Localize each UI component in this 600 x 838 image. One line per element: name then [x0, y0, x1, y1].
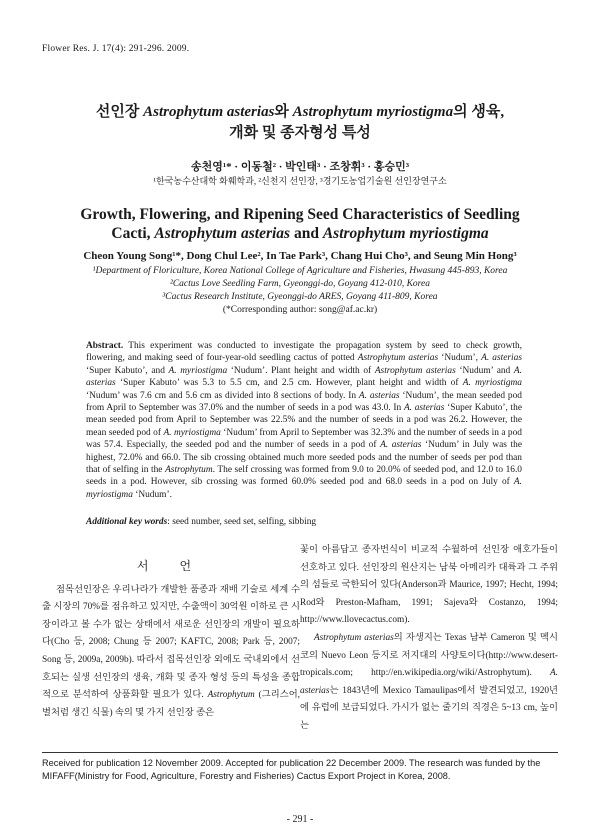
section-heading: 서 언: [136, 559, 206, 573]
body-right-column: [300, 542, 558, 736]
corresponding-author: (*Corresponding author: song@af.ac.kr): [222, 305, 378, 315]
keywords: Additional key words: seed number, seed set, selfing, sibbing: [86, 517, 317, 527]
paragraph: 꽃이 아름답고 종자번식이 비교적 수월하여 선인장 애호가들이 선호하고 있다. 선인장의 원산지는 남북 아메리카 대륙과 그 주위의 섬들로 국한되어 있다(Anderson과 Maurice, 1997; Hecht, 1994; Rod와 Preston-Mafham, 1991; Sajeva와 Costanzo, 1994; http://www.llovecactus.com).: [300, 545, 558, 626]
body-left-column: [42, 558, 300, 722]
korean-affiliations: ¹한국농수산대학 화훼학과, ²신천지 선인장, ³경기도농업기술원 선인장연구소: [153, 176, 447, 186]
korean-authors: 송천영¹* · 이동철² · 박인태³ · 조창휘³ · 홍승민³: [190, 161, 410, 173]
abstract: Abstract. This experiment was conducted to investigate the propagation system by seed to check growth, flowering, and making seed of four-year-old seedling cactus of potted Astrophytum asterias ‘Nudum’, A. asterias ‘Super Kabuto’, and A. myriostigma ‘Nudum’. Plant height and width of Astrophytum asterias ‘Nudum’ and A. asterias ‘Super Kabuto’ was 5.3 to 5.5 cm, and 2.5 cm. However, plant height and width of A. myriostigma ‘Nudum’ was 7.6 cm and 5.6 cm as divided into 8 sections of body. In A. asterias ‘Nudum’, the mean seeded pod from April to September was 37.0% and the number of seeds in a pod was 43.0. In A. asterias ‘Super Kabuto’, the mean seeded pod from April to September was 22.5% and the number of seeds in a pod was 26.2. However, the mean seeded pod of A. myriostigma ‘Nudum’ from April to September was 32.3% and the number of seeds in a pod was 57.4. Especially, the seeded pod and the number of seeds in a pod of A. asterias ‘Nudum’ in July was the highest, 72.0% and 66.0. The sib crossing obtained much more seeded pods and the number of seeds per pod than that of selfing in the Astrophytum. The self crossing was formed from 9.0 to 20.0% of seeded pod, and 12.0 to 16.0 seeds in a pod. However, sib crossing was formed 60.0% seeded pod and 68.0 seeds in a pod on July of A. myriostigma ‘Nudum’.: [86, 341, 523, 500]
keywords-label: Additional key words: [86, 517, 168, 527]
paragraph: 점목선인장은 우리나라가 개발한 품종과 재배 기술로 세계 수출 시장의 70%를 점유하고 있지만, 수출액이 30억원 이하로 큰 시장이라고 볼 수가 없는 상태에서 새로운 선인장의 개발이 필요하다(Cho 등, 2008; Chung 등 2007; KAFTC, 2008; Park 등, 2007; Song 등, 2009a, 2009b). 따라서 접목선인장 외에도 국내외에서 선호되는 실생 선인장의 생육, 개화 및 종자 형성 등의 특성을 종합적으로 분석하여 상품화할 필요가 있다. Astrophytum (그리스어, 별처럼 생긴 식물) 속의 몇 가지 선인장 종은: [42, 584, 301, 718]
paragraph: Astrophytum asterias의 자생지는 Texas 남부 Cameron 및 멕시코의 Nuevo Leon 등지로 저지대의 사양토이다(http://www.desert-tropicals.com; http://en.wikipedia.org/wiki/Astrophytum). A. asterias는 1843년에 Mexico Tamaulipas에서 발견되었고, 1920년에 유럽에 보급되었다. 가시가 없는 줄기의 직경은 5~13 cm, 높이는: [300, 632, 558, 731]
journal-citation: Flower Res. J. 17(4): 291-296. 2009.: [42, 44, 190, 54]
footnote: Received for publication 12 November 2009. Accepted for publication 22 December 2009. The research was funded by the MIFAFF(Ministry for Food, Agriculture, Forestry and Fisheries) Cactus Export Project in Korea, 2008.: [42, 758, 541, 781]
page-number: - 291 -: [286, 814, 314, 825]
footnote-divider: [42, 752, 558, 753]
english-title: Growth, Flowering, and Ripening Seed Characteristics of Seedling Cacti, Astrophytum asterias and Astrophytum myriostigma: [80, 206, 520, 242]
english-authors: Cheon Young Song¹*, Dong Chul Lee², In Tae Park³, Chang Hui Cho³, and Seung Min Hong³: [83, 250, 517, 262]
english-affiliations: [0, 265, 600, 317]
affiliation-line: ¹Department of Floriculture, Korea National College of Agriculture and Fisheries, Hwasung 445-893, Korea: [92, 266, 508, 276]
korean-title: 선인장 Astrophytum asterias와 Astrophytum myriostigma의 생육, 개화 및 종자형성 특성: [95, 104, 505, 141]
affiliation-line: ²Cactus Love Seedling Farm, Gyeonggi-do, Goyang 412-010, Korea: [169, 279, 430, 289]
abstract-label: Abstract.: [86, 341, 124, 351]
affiliation-line: ³Cactus Research Institute, Gyeonggi-do ARES, Goyang 411-809, Korea: [162, 292, 438, 302]
